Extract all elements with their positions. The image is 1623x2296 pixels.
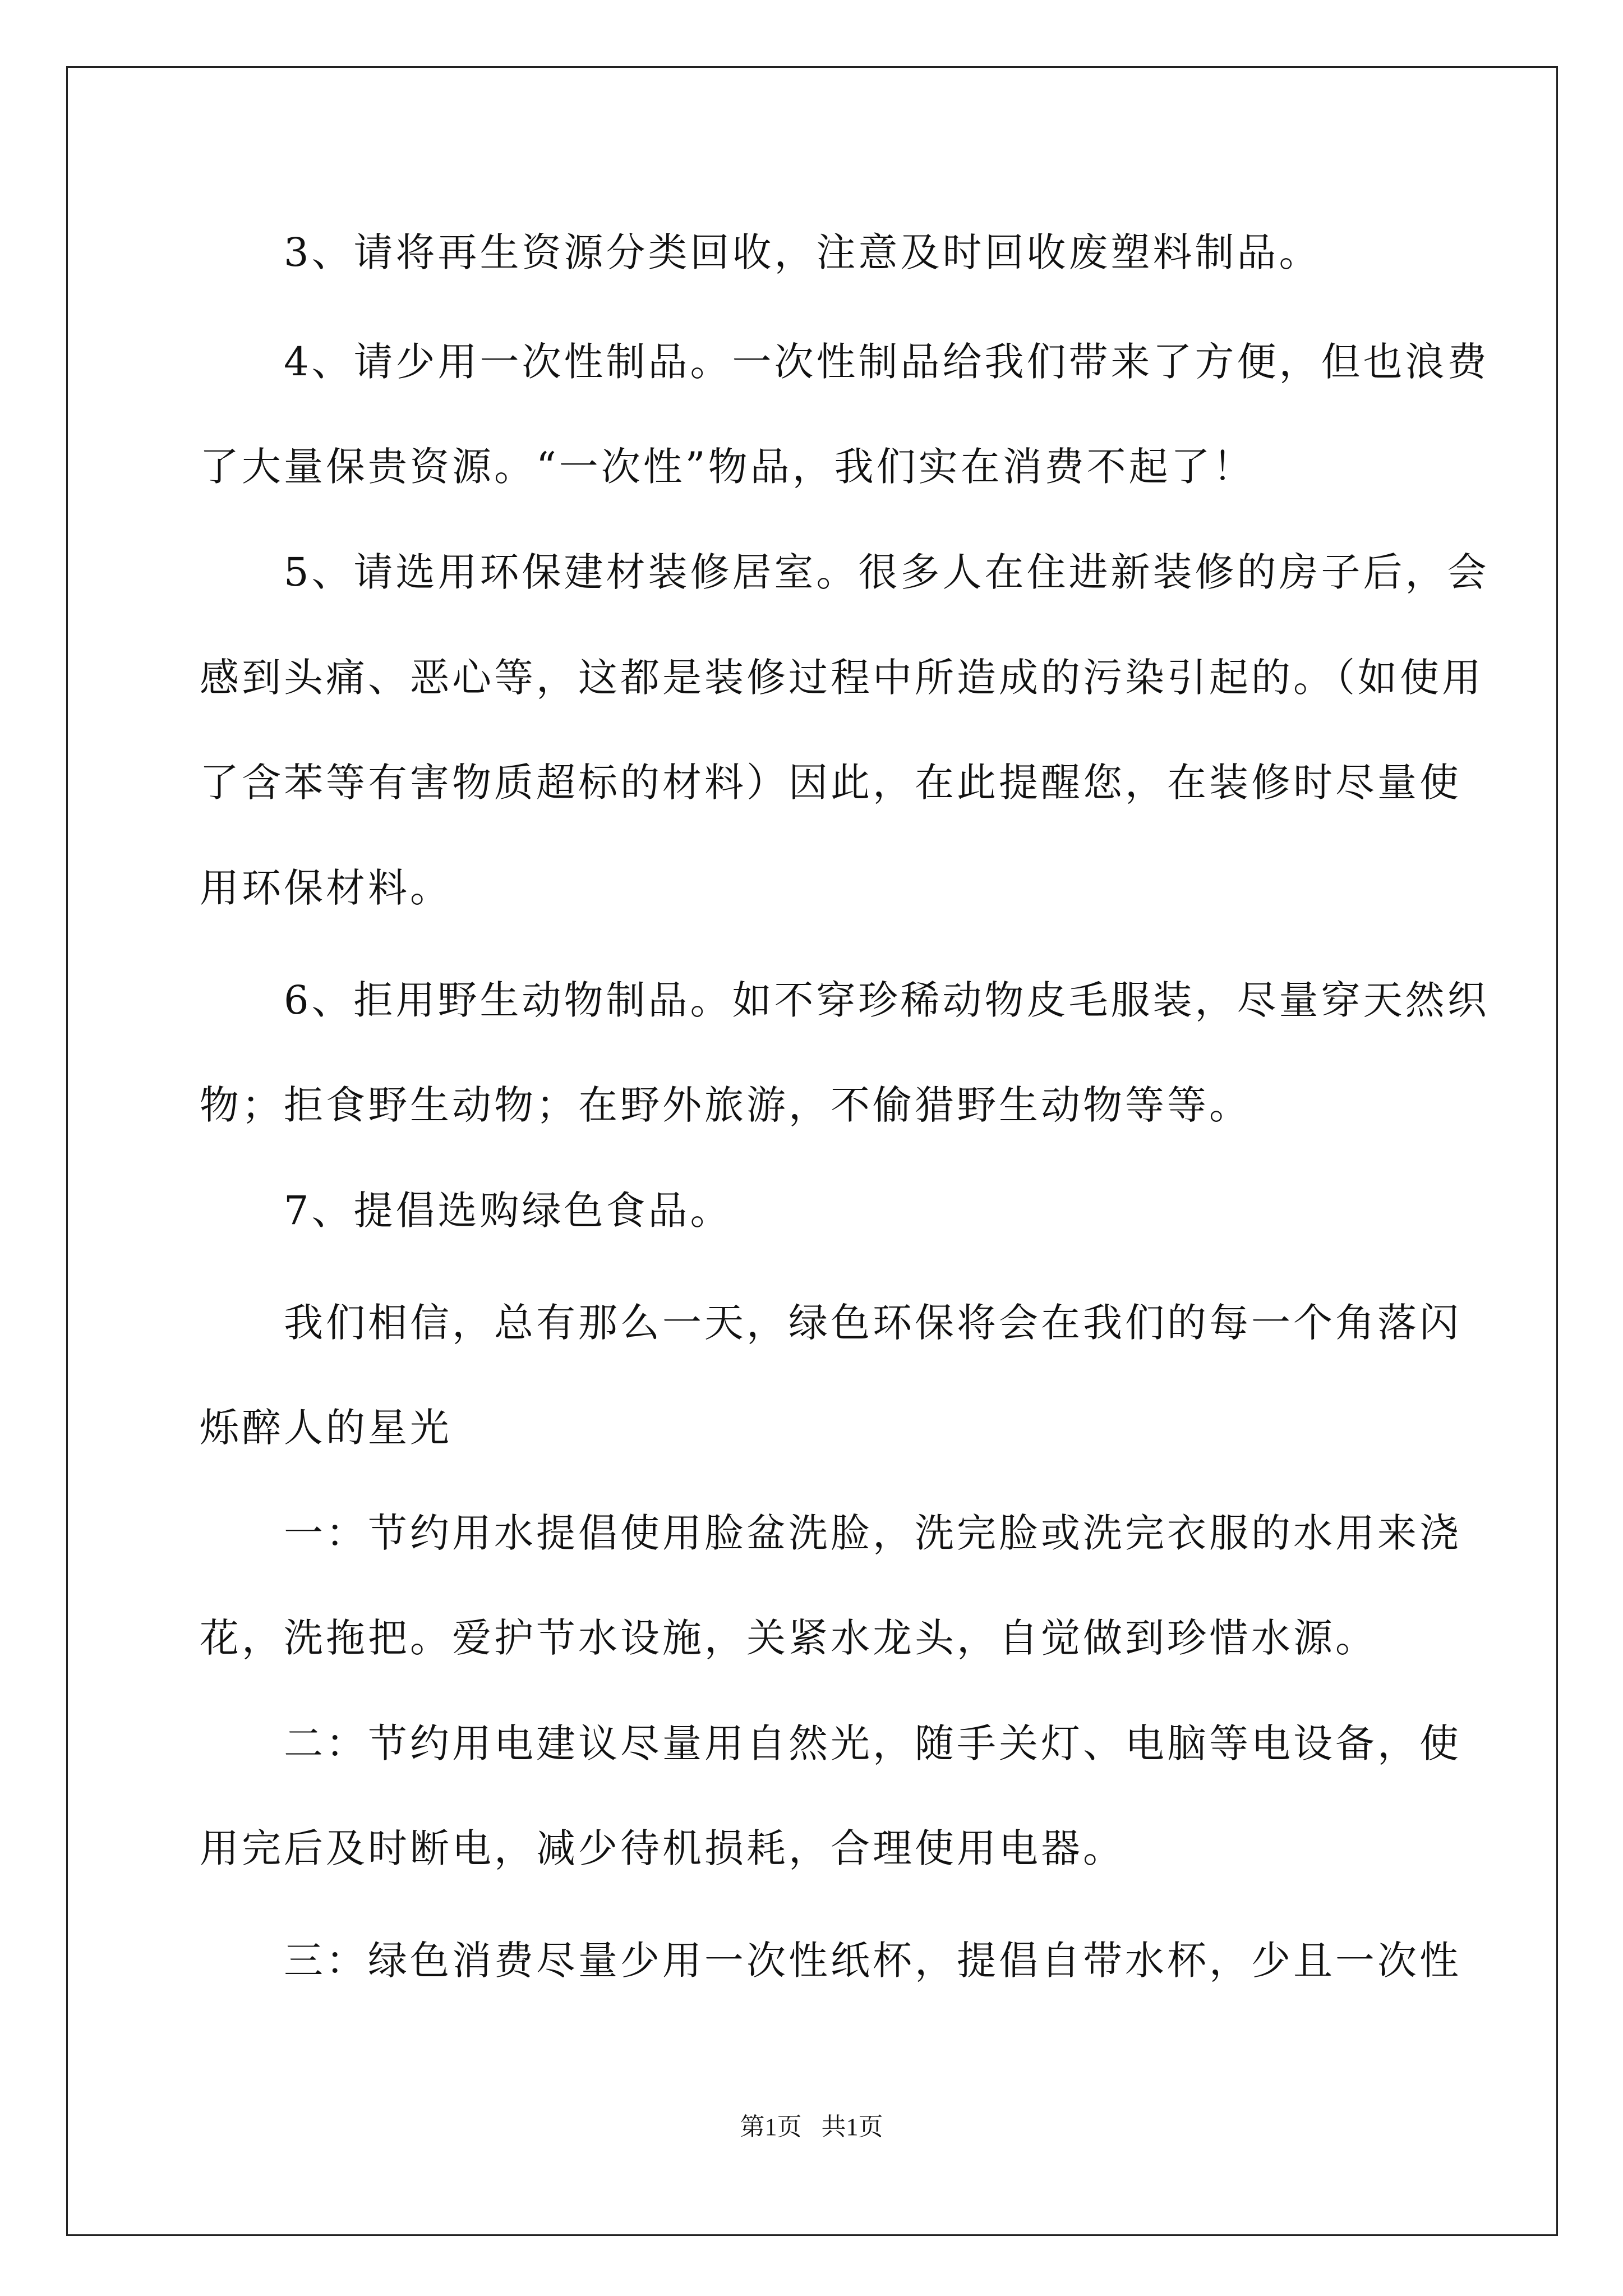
paragraph-line: 物；拒食野生动物；在野外旅游，不偷猎野生动物等等。 bbox=[200, 1082, 1251, 1128]
paragraph-line: 4、请少用一次性制品。一次性制品给我们带来了方便，但也浪费 bbox=[284, 339, 1490, 385]
paragraph-line: 了含苯等有害物质超标的材料）因此，在此提醒您，在装修时尽量使 bbox=[200, 760, 1461, 806]
paragraph-line: 7、提倡选购绿色食品。 bbox=[284, 1188, 732, 1234]
paragraph-line: 我们相信，总有那么一天，绿色环保将会在我们的每一个角落闪 bbox=[284, 1300, 1461, 1346]
paragraph-line: 花，洗拖把。爱护节水设施，关紧水龙头，自觉做到珍惜水源。 bbox=[200, 1615, 1377, 1661]
paragraph-line: 了大量保贵资源。“一次性”物品，我们实在消费不起了！ bbox=[200, 444, 1255, 490]
paragraph-line: 一：节约用水提倡使用脸盆洗脸，洗完脸或洗完衣服的水用来浇 bbox=[284, 1510, 1461, 1556]
page-footer bbox=[0, 2110, 1623, 2144]
paragraph-line: 三：绿色消费尽量少用一次性纸杯，提倡自带水杯，少且一次性 bbox=[284, 1938, 1461, 1984]
paragraph-line: 3、请将再生资源分类回收，注意及时回收废塑料制品。 bbox=[284, 229, 1321, 275]
paragraph-line: 用环保材料。 bbox=[200, 865, 452, 911]
paragraph-line: 二：节约用电建议尽量用自然光，随手关灯、电脑等电设备，使 bbox=[284, 1720, 1461, 1766]
paragraph-line: 6、拒用野生动物制品。如不穿珍稀动物皮毛服装，尽量穿天然织 bbox=[284, 977, 1490, 1023]
paragraph-line: 5、请选用环保建材装修居室。很多人在住进新装修的房子后，会 bbox=[284, 549, 1490, 595]
page-number: 第1页 bbox=[740, 2113, 802, 2141]
paragraph-line: 感到头痛、恶心等，这都是装修过程中所造成的污染引起的。（如使用 bbox=[200, 655, 1484, 701]
paragraph-line: 烁醉人的星光 bbox=[200, 1405, 452, 1451]
page-border bbox=[66, 66, 1558, 2236]
page-total: 共1页 bbox=[821, 2113, 883, 2141]
paragraph-line: 用完后及时断电，减少待机损耗，合理使用电器。 bbox=[200, 1825, 1125, 1871]
